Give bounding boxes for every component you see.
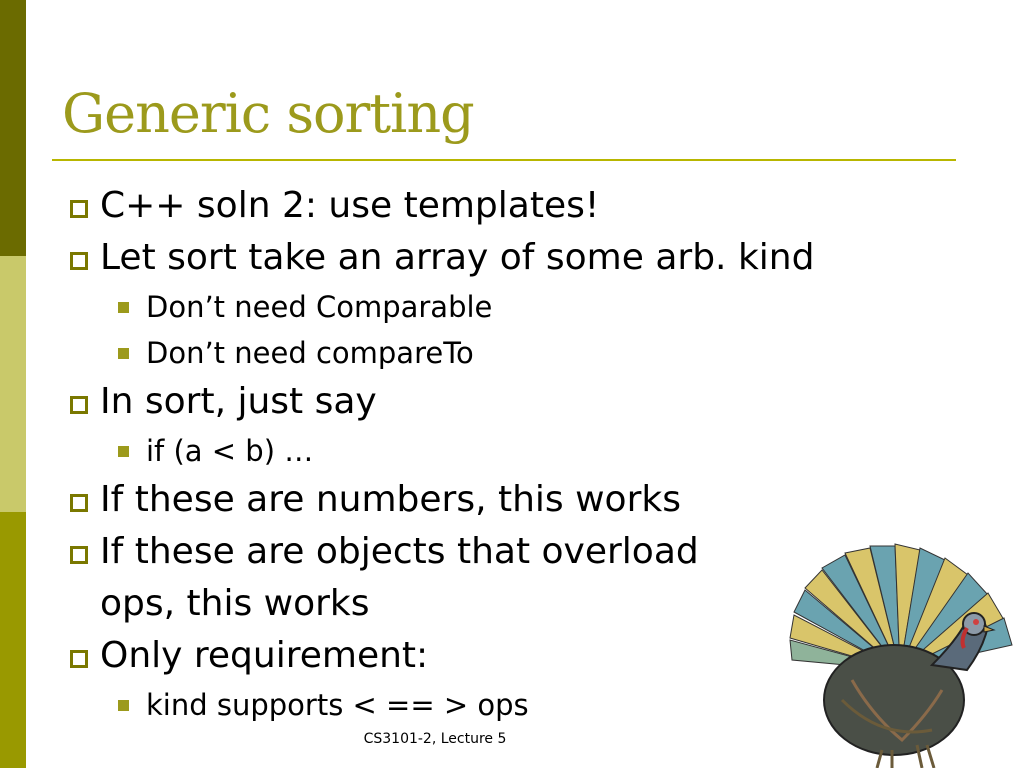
filled-square-bullet-icon (118, 446, 129, 457)
bullet-item (60, 526, 820, 578)
slide-title: Generic sorting (62, 82, 474, 145)
turkey-icon (782, 540, 1024, 768)
bullet-text: In sort, just say (100, 381, 377, 422)
sidebar-band-bottom (0, 512, 26, 768)
sub-bullet-text: Don’t need compareTo (146, 336, 474, 370)
bullet-list (60, 180, 820, 728)
bullet-text: If these are numbers, this works (100, 479, 681, 520)
bullet-item (60, 474, 820, 526)
bullet-text: C++ soln 2: use templates! (100, 185, 600, 226)
sub-bullet-text: kind supports < == > ops (146, 688, 529, 722)
filled-square-bullet-icon (118, 302, 129, 313)
hollow-square-bullet-icon (70, 396, 88, 414)
sub-bullet-text: Don’t need Comparable (146, 290, 493, 324)
sub-bullet-item (60, 330, 820, 376)
filled-square-bullet-icon (118, 348, 129, 359)
sub-bullet-item (60, 428, 820, 474)
sub-bullet-text: if (a < b) … (146, 434, 314, 468)
bullet-item (60, 232, 820, 284)
hollow-square-bullet-icon (70, 650, 88, 668)
bullet-text: Let sort take an array of some arb. kind (100, 237, 815, 278)
filled-square-bullet-icon (118, 700, 129, 711)
bullet-item (60, 630, 820, 682)
bullet-item (60, 180, 820, 232)
sub-bullet-item (60, 284, 820, 330)
hollow-square-bullet-icon (70, 546, 88, 564)
sub-bullet-item (60, 682, 820, 728)
bullet-text: If these are objects that overload (100, 531, 699, 572)
hollow-square-bullet-icon (70, 200, 88, 218)
title-rule (52, 159, 956, 161)
bullet-continuation (60, 578, 820, 630)
bullet-item (60, 376, 820, 428)
bullet-text: Only requirement: (100, 635, 429, 676)
bullet-text: ops, this works (100, 583, 370, 624)
hollow-square-bullet-icon (70, 494, 88, 512)
slide-footer: CS3101-2, Lecture 5 (363, 731, 507, 747)
sidebar-band-top (0, 0, 26, 256)
hollow-square-bullet-icon (70, 252, 88, 270)
sidebar-band-middle (0, 256, 26, 512)
